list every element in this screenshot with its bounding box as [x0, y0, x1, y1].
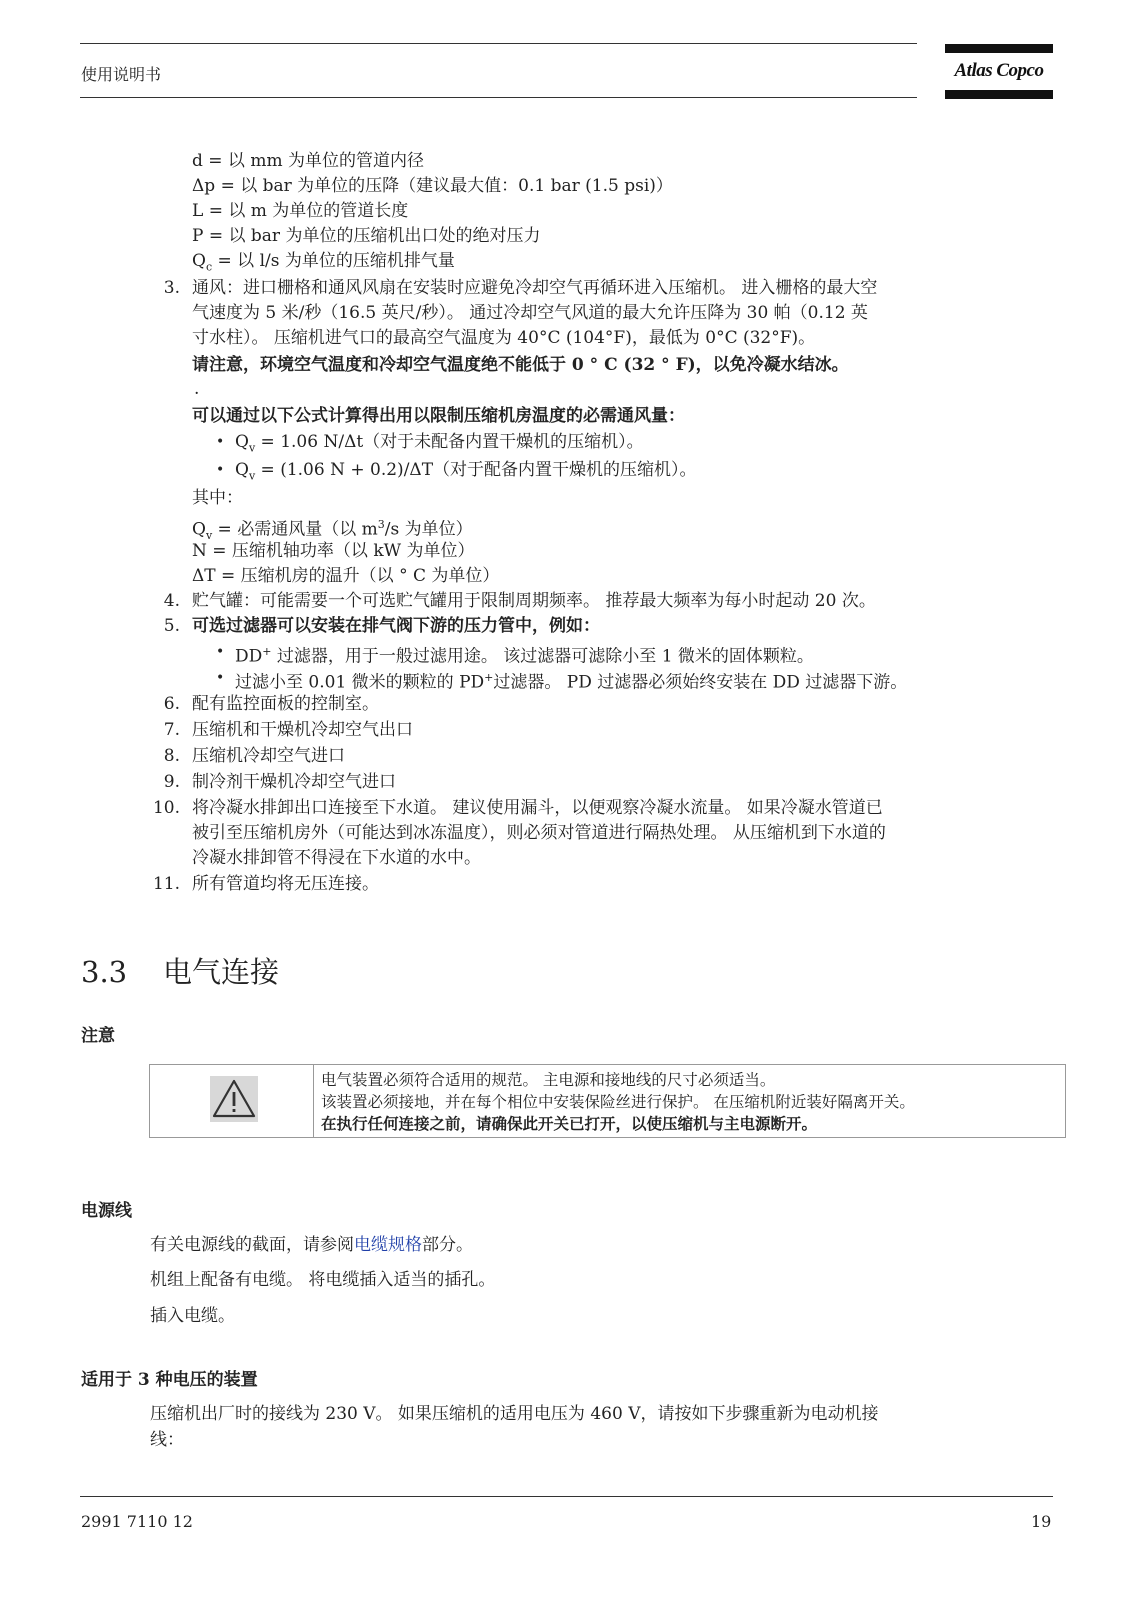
where-label: 其中：: [192, 488, 243, 508]
formula-2: $Q_v = (1.06$ N + 0.2)/ΔT（对于配备内置干燥机的压缩机）。: [235, 460, 697, 483]
item-3-line-2: 气速度为 5 米/秒（16.5 英尺/秒）。 通过冷却空气风道的最大允许压降为 30 帕（0.12 英: [192, 303, 868, 323]
power-cable-paragraph-3: 插入电缆。: [150, 1306, 235, 1326]
definition-qv: $Q_v$ = 必需通风量（以 $m^3/s$ 为单位）: [192, 518, 473, 543]
item-7-number: 7.: [163, 720, 180, 740]
section-number: 3.3: [81, 955, 128, 989]
definition-delta-p: Δp = 以 bar 为单位的压降（建议最大值：0.1 bar (1.5 psi)）: [192, 176, 673, 196]
atlas-copco-logo: [945, 44, 1053, 100]
item-3-warning: 请注意，环境空气温度和冷却空气温度绝不能低于 0 ° C (32 ° F)，以免冷凝水结冰。: [192, 355, 849, 375]
notice-line-2: 该装置必须接地，并在每个相位中安装保险丝进行保护。 在压缩机附近装好隔离开关。: [321, 1093, 915, 1111]
item-8-text: 压缩机冷却空气进口: [192, 746, 345, 766]
header-title: 使用说明书: [81, 65, 162, 84]
three-voltage-line-1: 压缩机出厂时的接线为 230 V。 如果压缩机的适用电压为 460 V，请按如下步骤重新为电动机接: [150, 1404, 879, 1424]
item-3-dot: .: [194, 379, 200, 399]
bullet-icon: •: [216, 644, 225, 660]
item-11-number: 11.: [152, 874, 180, 894]
item-3-line-1: 通风：进口栅格和通风风扇在安装时应避免冷却空气再循环进入压缩机。 进入栅格的最大空: [192, 278, 878, 298]
definition-qc: $Q_c$ = 以 l/s 为单位的压缩机排气量: [192, 251, 455, 274]
item-3-line-3: 寸水柱）。 压缩机进气口的最高空气温度为 40°C (104°F)，最低为 0°C (32°F)。: [192, 328, 816, 348]
item-11-text: 所有管道均将无压连接。: [192, 874, 379, 894]
item-6-number: 6.: [163, 694, 180, 714]
item-3-number: 3.: [163, 278, 180, 298]
item-7-text: 压缩机和干燥机冷却空气出口: [192, 720, 413, 740]
warning-triangle-icon: [210, 1076, 258, 1122]
item-9-text: 制冷剂干燥机冷却空气进口: [192, 772, 396, 792]
definition-delta-t: ΔT = 压缩机房的温升（以 ° C 为单位）: [192, 566, 500, 586]
header-top-rule: [80, 43, 917, 44]
item-10-number: 10.: [152, 798, 180, 818]
item-9-number: 9.: [163, 772, 180, 792]
notice-box: [149, 1064, 1066, 1138]
definition-p: P = 以 bar 为单位的压缩机出口处的绝对压力: [192, 226, 541, 246]
item-5-bullet-1: DD+ 过滤器，用于一般过滤用途。 该过滤器可滤除小至 1 微米的固体颗粒。: [235, 645, 814, 667]
notice-line-1: 电气装置必须符合适用的规范。 主电源和接地线的尺寸必须适当。: [321, 1071, 776, 1089]
item-4-number: 4.: [163, 591, 180, 611]
logo-text: Atlas Copco: [954, 60, 1044, 81]
notice-icon-cell: [150, 1065, 314, 1137]
item-6-text: 配有监控面板的控制室。: [192, 694, 379, 714]
definition-n: N = 压缩机轴功率（以 kW 为单位）: [192, 541, 475, 561]
item-10-line-2: 被引至压缩机房外（可能达到冰冻温度），则必须对管道进行隔热处理。 从压缩机到下水道的: [192, 823, 886, 843]
power-cable-paragraph-2: 机组上配备有电缆。 将电缆插入适当的插孔。: [150, 1270, 496, 1290]
definition-l: L = 以 m 为单位的管道长度: [192, 201, 409, 221]
item-5-number: 5.: [163, 616, 180, 636]
item-4-text: 贮气罐：可能需要一个可选贮气罐用于限制周期频率。 推荐最大频率为每小时起动 20 次。: [192, 591, 876, 611]
footer-rule: [80, 1496, 1053, 1497]
section-title: 电气连接: [163, 955, 280, 989]
notice-line-3: 在执行任何连接之前，请确保此开关已打开，以使压缩机与主电源断开。: [321, 1114, 818, 1133]
document-number: 2991 7110 12: [81, 1512, 193, 1531]
bullet-icon: •: [216, 434, 225, 450]
item-10-line-3: 冷凝水排卸管不得浸在下水道的水中。: [192, 848, 481, 868]
page-number: 19: [1031, 1512, 1052, 1531]
bullet-icon: •: [216, 670, 225, 686]
formula-intro: 可以通过以下公式计算得出用以限制压缩机房温度的必需通风量：: [192, 406, 685, 426]
section-heading: [81, 950, 279, 991]
formula-1: $Q_v = 1.06$ N/Δt（对于未配备内置干燥机的压缩机）。: [235, 432, 644, 455]
item-10-line-1: 将冷凝水排卸出口连接至下水道。 建议使用漏斗，以便观察冷凝水流量。 如果冷凝水管道已: [192, 798, 883, 818]
three-voltage-line-2: 线：: [150, 1430, 184, 1450]
header-bottom-rule: [80, 97, 917, 98]
power-cable-heading: 电源线: [81, 1201, 132, 1221]
notice-heading: 注意: [81, 1026, 115, 1046]
item-5-text: 可选过滤器可以安装在排气阀下游的压力管中，例如：: [192, 616, 600, 636]
item-5-bullet-2: 过滤小至 0.01 微米的颗粒的 PD+过滤器。 PD 过滤器必须始终安装在 DD 过滤器下游。: [235, 671, 908, 693]
definition-d: d = 以 mm 为单位的管道内径: [192, 151, 424, 171]
item-8-number: 8.: [163, 746, 180, 766]
cable-spec-link[interactable]: 电缆规格: [354, 1235, 422, 1255]
bullet-icon: •: [216, 462, 225, 478]
power-cable-paragraph-1: 有关电源线的截面，请参阅电缆规格部分。: [150, 1235, 473, 1255]
three-voltage-heading: 适用于 3 种电压的装置: [81, 1370, 258, 1390]
